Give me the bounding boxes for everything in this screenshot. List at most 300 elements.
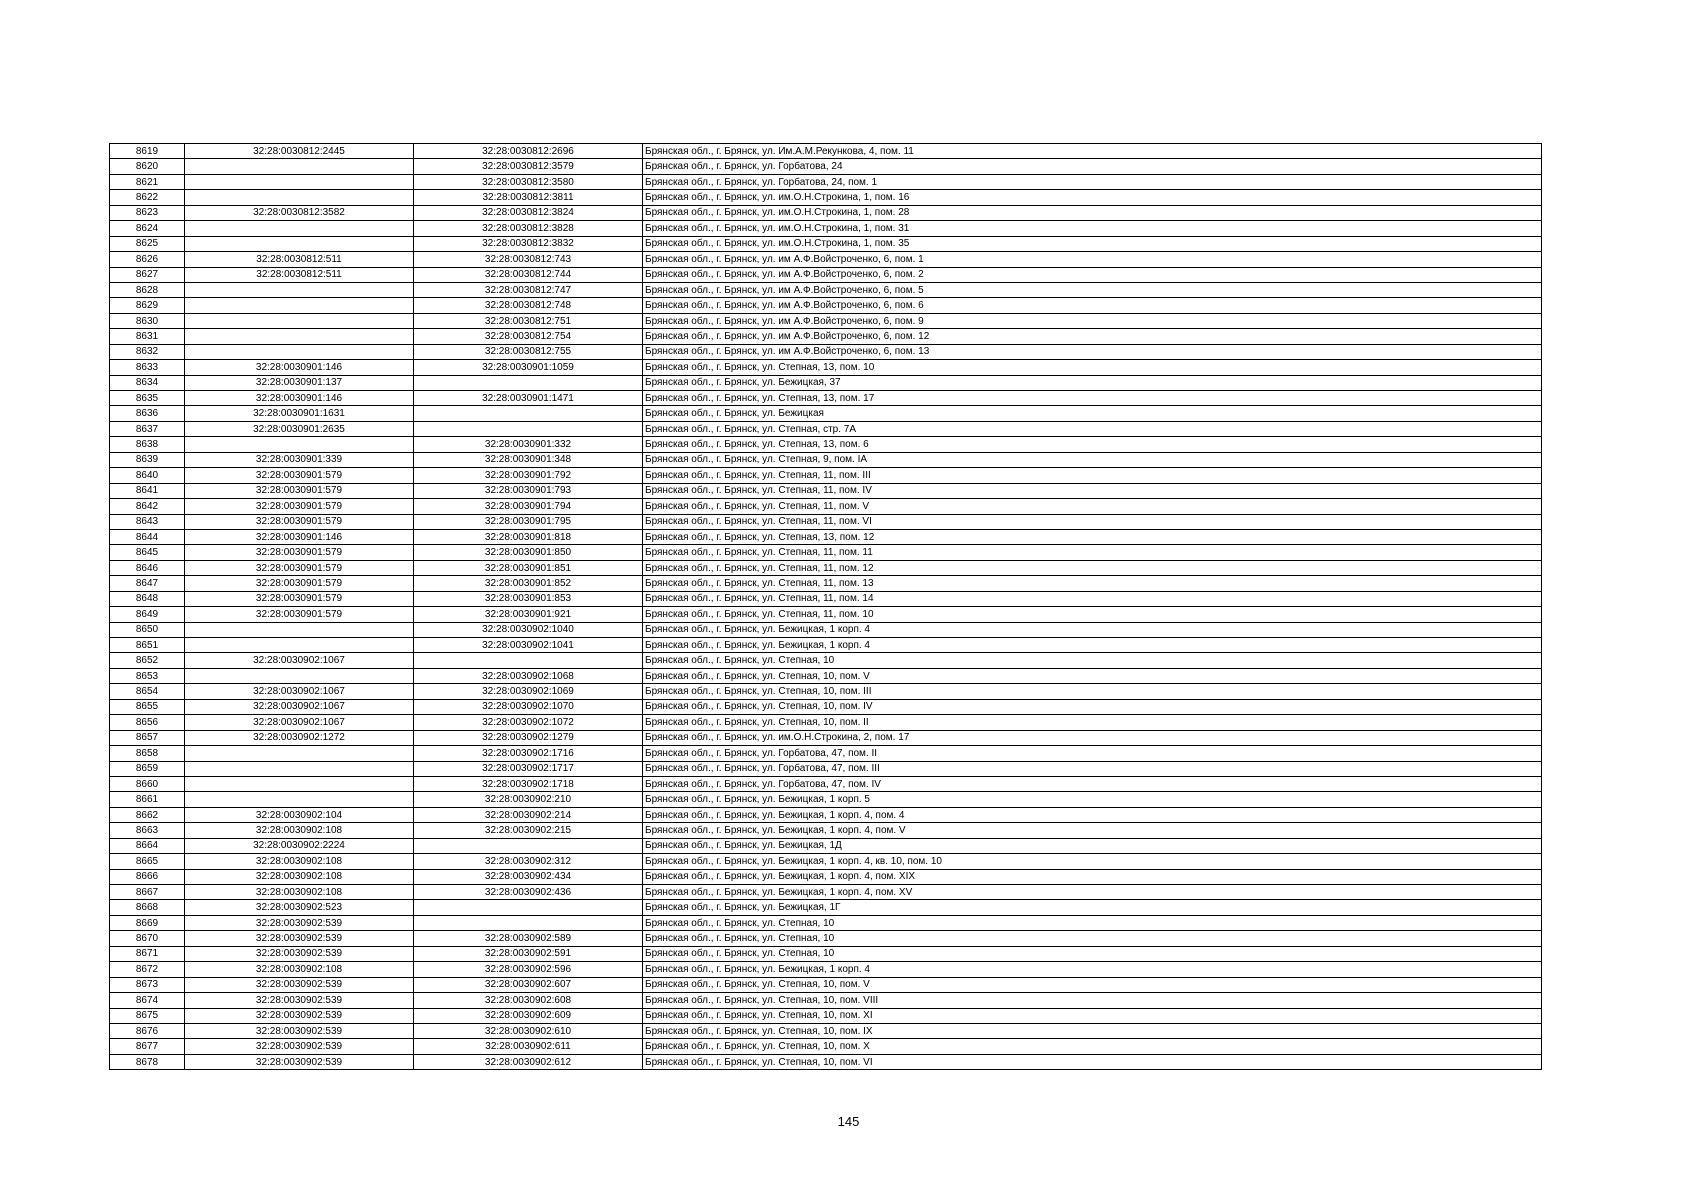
row-number-cell: 8624 [110, 221, 185, 236]
object-cadastral-number-cell: 32:28:0030812:3824 [414, 205, 643, 220]
row-number-cell: 8653 [110, 668, 185, 683]
parent-cadastral-number-cell: 32:28:0030902:1067 [185, 715, 414, 730]
table-row [110, 499, 1542, 514]
object-cadastral-number-cell: 32:28:0030812:3811 [414, 190, 643, 205]
object-cadastral-number-cell: 32:28:0030902:610 [414, 1023, 643, 1038]
object-cadastral-number-cell: 32:28:0030901:818 [414, 529, 643, 544]
address-cell: Брянская обл., г. Брянск, ул. Бежицкая, 1 корп. 4, пом. XV [643, 885, 1542, 900]
object-cadastral-number-cell: 32:28:0030902:436 [414, 885, 643, 900]
row-number-cell: 8673 [110, 977, 185, 992]
address-cell: Брянская обл., г. Брянск, ул. им А.Ф.Войстроченко, 6, пом. 12 [643, 329, 1542, 344]
parent-cadastral-number-cell: 32:28:0030812:3582 [185, 205, 414, 220]
address-cell: Брянская обл., г. Брянск, ул. Степная, 10, пом. VIII [643, 993, 1542, 1008]
object-cadastral-number-cell: 32:28:0030812:3580 [414, 174, 643, 189]
address-cell: Брянская обл., г. Брянск, ул. Бежицкая, 1 корп. 4, кв. 10, пом. 10 [643, 854, 1542, 869]
address-cell: Брянская обл., г. Брянск, ул. им А.Ф.Войстроченко, 6, пом. 9 [643, 313, 1542, 328]
parent-cadastral-number-cell: 32:28:0030902:1067 [185, 653, 414, 668]
page-number: 145 [837, 1114, 860, 1129]
registry-table-body [110, 144, 1542, 1070]
object-cadastral-number-cell: 32:28:0030901:851 [414, 560, 643, 575]
parent-cadastral-number-cell: 32:28:0030901:579 [185, 514, 414, 529]
parent-cadastral-number-cell: 32:28:0030902:108 [185, 854, 414, 869]
row-number-cell: 8662 [110, 807, 185, 822]
table-row [110, 1008, 1542, 1023]
row-number-cell: 8637 [110, 421, 185, 436]
table-row [110, 144, 1542, 159]
address-cell: Брянская обл., г. Брянск, ул. Степная, 13, пом. 6 [643, 437, 1542, 452]
object-cadastral-number-cell: 32:28:0030902:1717 [414, 761, 643, 776]
table-row [110, 360, 1542, 375]
address-cell: Брянская обл., г. Брянск, ул. Степная, 11, пом. IV [643, 483, 1542, 498]
object-cadastral-number-cell: 32:28:0030812:744 [414, 267, 643, 282]
row-number-cell: 8665 [110, 854, 185, 869]
parent-cadastral-number-cell: 32:28:0030902:539 [185, 1039, 414, 1054]
row-number-cell: 8623 [110, 205, 185, 220]
parent-cadastral-number-cell: 32:28:0030901:2635 [185, 421, 414, 436]
table-row [110, 375, 1542, 390]
table-row [110, 174, 1542, 189]
parent-cadastral-number-cell [185, 329, 414, 344]
parent-cadastral-number-cell: 32:28:0030902:1272 [185, 730, 414, 745]
parent-cadastral-number-cell: 32:28:0030901:579 [185, 483, 414, 498]
address-cell: Брянская обл., г. Брянск, ул. Степная, 10 [643, 915, 1542, 930]
address-cell: Брянская обл., г. Брянск, ул. Степная, 9, пом. IА [643, 452, 1542, 467]
address-cell: Брянская обл., г. Брянск, ул. Степная, 10, пом. IX [643, 1023, 1542, 1038]
object-cadastral-number-cell [414, 421, 643, 436]
parent-cadastral-number-cell: 32:28:0030812:2445 [185, 144, 414, 159]
address-cell: Брянская обл., г. Брянск, ул. Степная, 11, пом. 12 [643, 560, 1542, 575]
row-number-cell: 8649 [110, 607, 185, 622]
table-row [110, 684, 1542, 699]
table-row [110, 576, 1542, 591]
table-row [110, 483, 1542, 498]
address-cell: Брянская обл., г. Брянск, ул. Степная, 10 [643, 946, 1542, 961]
parent-cadastral-number-cell [185, 313, 414, 328]
parent-cadastral-number-cell: 32:28:0030901:137 [185, 375, 414, 390]
parent-cadastral-number-cell [185, 776, 414, 791]
address-cell: Брянская обл., г. Брянск, ул. им.О.Н.Строкина, 1, пом. 16 [643, 190, 1542, 205]
table-row [110, 668, 1542, 683]
object-cadastral-number-cell: 32:28:0030812:2696 [414, 144, 643, 159]
row-number-cell: 8661 [110, 792, 185, 807]
object-cadastral-number-cell: 32:28:0030901:792 [414, 468, 643, 483]
table-row [110, 545, 1542, 560]
table-row [110, 730, 1542, 745]
row-number-cell: 8652 [110, 653, 185, 668]
object-cadastral-number-cell: 32:28:0030902:1279 [414, 730, 643, 745]
address-cell: Брянская обл., г. Брянск, ул. Степная, 11, пом. 14 [643, 591, 1542, 606]
parent-cadastral-number-cell: 32:28:0030902:523 [185, 900, 414, 915]
row-number-cell: 8667 [110, 885, 185, 900]
object-cadastral-number-cell: 32:28:0030901:853 [414, 591, 643, 606]
parent-cadastral-number-cell [185, 221, 414, 236]
object-cadastral-number-cell: 32:28:0030902:607 [414, 977, 643, 992]
row-number-cell: 8620 [110, 159, 185, 174]
address-cell: Брянская обл., г. Брянск, ул. Бежицкая, 1 корп. 4, пом. XIX [643, 869, 1542, 884]
row-number-cell: 8678 [110, 1054, 185, 1069]
parent-cadastral-number-cell: 32:28:0030902:108 [185, 869, 414, 884]
object-cadastral-number-cell: 32:28:0030902:210 [414, 792, 643, 807]
row-number-cell: 8622 [110, 190, 185, 205]
parent-cadastral-number-cell: 32:28:0030901:579 [185, 560, 414, 575]
row-number-cell: 8633 [110, 360, 185, 375]
object-cadastral-number-cell: 32:28:0030901:921 [414, 607, 643, 622]
object-cadastral-number-cell: 32:28:0030902:1040 [414, 622, 643, 637]
object-cadastral-number-cell: 32:28:0030902:1041 [414, 638, 643, 653]
row-number-cell: 8636 [110, 406, 185, 421]
object-cadastral-number-cell: 32:28:0030901:794 [414, 499, 643, 514]
parent-cadastral-number-cell: 32:28:0030902:539 [185, 931, 414, 946]
object-cadastral-number-cell: 32:28:0030901:852 [414, 576, 643, 591]
row-number-cell: 8658 [110, 746, 185, 761]
table-row [110, 653, 1542, 668]
row-number-cell: 8676 [110, 1023, 185, 1038]
object-cadastral-number-cell [414, 653, 643, 668]
parent-cadastral-number-cell: 32:28:0030901:579 [185, 468, 414, 483]
table-row [110, 746, 1542, 761]
address-cell: Брянская обл., г. Брянск, ул. Горбатова, 24 [643, 159, 1542, 174]
parent-cadastral-number-cell [185, 190, 414, 205]
row-number-cell: 8668 [110, 900, 185, 915]
table-row [110, 823, 1542, 838]
address-cell: Брянская обл., г. Брянск, ул. им.О.Н.Строкина, 2, пом. 17 [643, 730, 1542, 745]
row-number-cell: 8629 [110, 298, 185, 313]
row-number-cell: 8655 [110, 699, 185, 714]
row-number-cell: 8626 [110, 252, 185, 267]
row-number-cell: 8642 [110, 499, 185, 514]
object-cadastral-number-cell: 32:28:0030902:434 [414, 869, 643, 884]
table-row [110, 915, 1542, 930]
address-cell: Брянская обл., г. Брянск, ул. Бежицкая [643, 406, 1542, 421]
row-number-cell: 8632 [110, 344, 185, 359]
row-number-cell: 8625 [110, 236, 185, 251]
object-cadastral-number-cell: 32:28:0030901:348 [414, 452, 643, 467]
parent-cadastral-number-cell [185, 344, 414, 359]
object-cadastral-number-cell [414, 838, 643, 853]
parent-cadastral-number-cell [185, 159, 414, 174]
object-cadastral-number-cell: 32:28:0030902:612 [414, 1054, 643, 1069]
table-row [110, 313, 1542, 328]
address-cell: Брянская обл., г. Брянск, ул. им А.Ф.Войстроченко, 6, пом. 1 [643, 252, 1542, 267]
object-cadastral-number-cell: 32:28:0030812:3832 [414, 236, 643, 251]
table-row [110, 391, 1542, 406]
row-number-cell: 8639 [110, 452, 185, 467]
registry-table [109, 143, 1542, 1070]
table-row [110, 699, 1542, 714]
address-cell: Брянская обл., г. Брянск, ул. Степная, 10, пом. V [643, 977, 1542, 992]
address-cell: Брянская обл., г. Брянск, ул. им.О.Н.Строкина, 1, пом. 28 [643, 205, 1542, 220]
address-cell: Брянская обл., г. Брянск, ул. Горбатова, 47, пом. III [643, 761, 1542, 776]
table-row [110, 529, 1542, 544]
row-number-cell: 8631 [110, 329, 185, 344]
object-cadastral-number-cell: 32:28:0030902:1716 [414, 746, 643, 761]
table-row [110, 252, 1542, 267]
table-row [110, 761, 1542, 776]
table-row [110, 221, 1542, 236]
table-row [110, 344, 1542, 359]
table-row [110, 329, 1542, 344]
address-cell: Брянская обл., г. Брянск, ул. Степная, 10, пом. II [643, 715, 1542, 730]
address-cell: Брянская обл., г. Брянск, ул. Бежицкая, 1Г [643, 900, 1542, 915]
parent-cadastral-number-cell: 32:28:0030902:108 [185, 823, 414, 838]
table-row [110, 190, 1542, 205]
object-cadastral-number-cell: 32:28:0030901:332 [414, 437, 643, 452]
table-row [110, 792, 1542, 807]
parent-cadastral-number-cell [185, 236, 414, 251]
parent-cadastral-number-cell: 32:28:0030902:108 [185, 885, 414, 900]
object-cadastral-number-cell: 32:28:0030902:215 [414, 823, 643, 838]
parent-cadastral-number-cell: 32:28:0030902:2224 [185, 838, 414, 853]
address-cell: Брянская обл., г. Брянск, ул. им.О.Н.Строкина, 1, пом. 35 [643, 236, 1542, 251]
parent-cadastral-number-cell: 32:28:0030902:539 [185, 977, 414, 992]
object-cadastral-number-cell [414, 915, 643, 930]
table-row [110, 298, 1542, 313]
table-row [110, 946, 1542, 961]
object-cadastral-number-cell: 32:28:0030902:596 [414, 962, 643, 977]
row-number-cell: 8641 [110, 483, 185, 498]
object-cadastral-number-cell: 32:28:0030902:609 [414, 1008, 643, 1023]
row-number-cell: 8634 [110, 375, 185, 390]
object-cadastral-number-cell: 32:28:0030812:747 [414, 282, 643, 297]
row-number-cell: 8644 [110, 529, 185, 544]
table-row [110, 1054, 1542, 1069]
row-number-cell: 8640 [110, 468, 185, 483]
parent-cadastral-number-cell: 32:28:0030901:146 [185, 529, 414, 544]
table-row [110, 885, 1542, 900]
parent-cadastral-number-cell [185, 622, 414, 637]
row-number-cell: 8657 [110, 730, 185, 745]
row-number-cell: 8664 [110, 838, 185, 853]
parent-cadastral-number-cell: 32:28:0030812:511 [185, 267, 414, 282]
row-number-cell: 8647 [110, 576, 185, 591]
address-cell: Брянская обл., г. Брянск, ул. Степная, 10 [643, 653, 1542, 668]
address-cell: Брянская обл., г. Брянск, ул. Бежицкая, 1 корп. 5 [643, 792, 1542, 807]
row-number-cell: 8619 [110, 144, 185, 159]
address-cell: Брянская обл., г. Брянск, ул. Степная, 13, пом. 17 [643, 391, 1542, 406]
address-cell: Брянская обл., г. Брянск, ул. Бежицкая, 37 [643, 375, 1542, 390]
table-row [110, 776, 1542, 791]
parent-cadastral-number-cell [185, 761, 414, 776]
parent-cadastral-number-cell: 32:28:0030901:146 [185, 391, 414, 406]
address-cell: Брянская обл., г. Брянск, ул. Степная, 11, пом. 13 [643, 576, 1542, 591]
row-number-cell: 8630 [110, 313, 185, 328]
row-number-cell: 8654 [110, 684, 185, 699]
object-cadastral-number-cell: 32:28:0030902:589 [414, 931, 643, 946]
object-cadastral-number-cell: 32:28:0030902:214 [414, 807, 643, 822]
parent-cadastral-number-cell: 32:28:0030902:539 [185, 946, 414, 961]
row-number-cell: 8646 [110, 560, 185, 575]
row-number-cell: 8670 [110, 931, 185, 946]
address-cell: Брянская обл., г. Брянск, ул. Степная, 13, пом. 12 [643, 529, 1542, 544]
object-cadastral-number-cell: 32:28:0030902:1718 [414, 776, 643, 791]
table-row [110, 437, 1542, 452]
address-cell: Брянская обл., г. Брянск, ул. Степная, 10, пом. IV [643, 699, 1542, 714]
object-cadastral-number-cell: 32:28:0030902:591 [414, 946, 643, 961]
address-cell: Брянская обл., г. Брянск, ул. Бежицкая, 1 корп. 4, пом. V [643, 823, 1542, 838]
table-row [110, 452, 1542, 467]
table-row [110, 591, 1542, 606]
parent-cadastral-number-cell: 32:28:0030812:511 [185, 252, 414, 267]
object-cadastral-number-cell: 32:28:0030812:3828 [414, 221, 643, 236]
address-cell: Брянская обл., г. Брянск, ул. Горбатова, 47, пом. II [643, 746, 1542, 761]
parent-cadastral-number-cell: 32:28:0030902:539 [185, 993, 414, 1008]
object-cadastral-number-cell: 32:28:0030902:1072 [414, 715, 643, 730]
table-row [110, 267, 1542, 282]
row-number-cell: 8650 [110, 622, 185, 637]
table-row [110, 622, 1542, 637]
address-cell: Брянская обл., г. Брянск, ул. им А.Ф.Войстроченко, 6, пом. 2 [643, 267, 1542, 282]
parent-cadastral-number-cell: 32:28:0030901:579 [185, 545, 414, 560]
row-number-cell: 8651 [110, 638, 185, 653]
address-cell: Брянская обл., г. Брянск, ул. Степная, 10, пом. III [643, 684, 1542, 699]
row-number-cell: 8660 [110, 776, 185, 791]
address-cell: Брянская обл., г. Брянск, ул. Степная, 13, пом. 10 [643, 360, 1542, 375]
table-row [110, 977, 1542, 992]
object-cadastral-number-cell: 32:28:0030901:850 [414, 545, 643, 560]
object-cadastral-number-cell: 32:28:0030901:795 [414, 514, 643, 529]
address-cell: Брянская обл., г. Брянск, ул. Степная, 11, пом. 10 [643, 607, 1542, 622]
row-number-cell: 8648 [110, 591, 185, 606]
address-cell: Брянская обл., г. Брянск, ул. Степная, 10, пом. X [643, 1039, 1542, 1054]
address-cell: Брянская обл., г. Брянск, ул. Степная, 11, пом. 11 [643, 545, 1542, 560]
parent-cadastral-number-cell: 32:28:0030901:579 [185, 591, 414, 606]
address-cell: Брянская обл., г. Брянск, ул. Бежицкая, 1Д [643, 838, 1542, 853]
table-row [110, 993, 1542, 1008]
object-cadastral-number-cell: 32:28:0030812:755 [414, 344, 643, 359]
row-number-cell: 8674 [110, 993, 185, 1008]
object-cadastral-number-cell: 32:28:0030901:1471 [414, 391, 643, 406]
object-cadastral-number-cell: 32:28:0030812:748 [414, 298, 643, 313]
parent-cadastral-number-cell [185, 638, 414, 653]
object-cadastral-number-cell: 32:28:0030902:1070 [414, 699, 643, 714]
row-number-cell: 8671 [110, 946, 185, 961]
row-number-cell: 8635 [110, 391, 185, 406]
address-cell: Брянская обл., г. Брянск, ул. Степная, 11, пом. III [643, 468, 1542, 483]
object-cadastral-number-cell: 32:28:0030812:3579 [414, 159, 643, 174]
parent-cadastral-number-cell [185, 298, 414, 313]
address-cell: Брянская обл., г. Брянск, ул. Степная, 10 [643, 931, 1542, 946]
row-number-cell: 8663 [110, 823, 185, 838]
address-cell: Брянская обл., г. Брянск, ул. Степная, 10, пом. VI [643, 1054, 1542, 1069]
address-cell: Брянская обл., г. Брянск, ул. Степная, 10, пом. V [643, 668, 1542, 683]
parent-cadastral-number-cell: 32:28:0030902:108 [185, 962, 414, 977]
address-cell: Брянская обл., г. Брянск, ул. Горбатова, 24, пом. 1 [643, 174, 1542, 189]
object-cadastral-number-cell: 32:28:0030812:754 [414, 329, 643, 344]
object-cadastral-number-cell [414, 375, 643, 390]
address-cell: Брянская обл., г. Брянск, ул. Степная, 11, пом. V [643, 499, 1542, 514]
table-row [110, 715, 1542, 730]
table-row [110, 638, 1542, 653]
parent-cadastral-number-cell: 32:28:0030902:539 [185, 915, 414, 930]
table-row [110, 854, 1542, 869]
object-cadastral-number-cell: 32:28:0030902:611 [414, 1039, 643, 1054]
object-cadastral-number-cell: 32:28:0030812:743 [414, 252, 643, 267]
table-row [110, 159, 1542, 174]
table-row [110, 514, 1542, 529]
parent-cadastral-number-cell: 32:28:0030901:1631 [185, 406, 414, 421]
row-number-cell: 8672 [110, 962, 185, 977]
row-number-cell: 8675 [110, 1008, 185, 1023]
row-number-cell: 8643 [110, 514, 185, 529]
table-row [110, 236, 1542, 251]
row-number-cell: 8669 [110, 915, 185, 930]
table-row [110, 282, 1542, 297]
parent-cadastral-number-cell: 32:28:0030902:1067 [185, 699, 414, 714]
parent-cadastral-number-cell [185, 792, 414, 807]
address-cell: Брянская обл., г. Брянск, ул. им А.Ф.Войстроченко, 6, пом. 5 [643, 282, 1542, 297]
object-cadastral-number-cell [414, 900, 643, 915]
address-cell: Брянская обл., г. Брянск, ул. Бежицкая, 1 корп. 4 [643, 622, 1542, 637]
object-cadastral-number-cell: 32:28:0030902:1068 [414, 668, 643, 683]
address-cell: Брянская обл., г. Брянск, ул. Бежицкая, 1 корп. 4 [643, 962, 1542, 977]
parent-cadastral-number-cell: 32:28:0030901:146 [185, 360, 414, 375]
row-number-cell: 8677 [110, 1039, 185, 1054]
parent-cadastral-number-cell [185, 282, 414, 297]
parent-cadastral-number-cell: 32:28:0030902:1067 [185, 684, 414, 699]
parent-cadastral-number-cell [185, 174, 414, 189]
address-cell: Брянская обл., г. Брянск, ул. им.О.Н.Строкина, 1, пом. 31 [643, 221, 1542, 236]
row-number-cell: 8621 [110, 174, 185, 189]
table-row [110, 560, 1542, 575]
parent-cadastral-number-cell: 32:28:0030902:539 [185, 1023, 414, 1038]
row-number-cell: 8627 [110, 267, 185, 282]
row-number-cell: 8645 [110, 545, 185, 560]
object-cadastral-number-cell: 32:28:0030902:1069 [414, 684, 643, 699]
table-row [110, 468, 1542, 483]
address-cell: Брянская обл., г. Брянск, ул. им А.Ф.Войстроченко, 6, пом. 6 [643, 298, 1542, 313]
object-cadastral-number-cell: 32:28:0030902:608 [414, 993, 643, 1008]
table-row [110, 1039, 1542, 1054]
table-row [110, 869, 1542, 884]
parent-cadastral-number-cell: 32:28:0030901:579 [185, 607, 414, 622]
parent-cadastral-number-cell: 32:28:0030902:104 [185, 807, 414, 822]
table-row [110, 962, 1542, 977]
parent-cadastral-number-cell: 32:28:0030901:579 [185, 499, 414, 514]
object-cadastral-number-cell: 32:28:0030812:751 [414, 313, 643, 328]
table-row [110, 900, 1542, 915]
address-cell: Брянская обл., г. Брянск, ул. Степная, 10, пом. XI [643, 1008, 1542, 1023]
table-row [110, 1023, 1542, 1038]
parent-cadastral-number-cell: 32:28:0030902:539 [185, 1008, 414, 1023]
table-row [110, 807, 1542, 822]
parent-cadastral-number-cell [185, 746, 414, 761]
address-cell: Брянская обл., г. Брянск, ул. Горбатова, 47, пом. IV [643, 776, 1542, 791]
table-row [110, 838, 1542, 853]
address-cell: Брянская обл., г. Брянск, ул. Степная, стр. 7А [643, 421, 1542, 436]
row-number-cell: 8666 [110, 869, 185, 884]
table-row [110, 931, 1542, 946]
parent-cadastral-number-cell: 32:28:0030901:579 [185, 576, 414, 591]
object-cadastral-number-cell: 32:28:0030901:1059 [414, 360, 643, 375]
address-cell: Брянская обл., г. Брянск, ул. Им.А.М.Рекункова, 4, пом. 11 [643, 144, 1542, 159]
object-cadastral-number-cell [414, 406, 643, 421]
row-number-cell: 8638 [110, 437, 185, 452]
parent-cadastral-number-cell [185, 668, 414, 683]
parent-cadastral-number-cell [185, 437, 414, 452]
object-cadastral-number-cell: 32:28:0030901:793 [414, 483, 643, 498]
row-number-cell: 8628 [110, 282, 185, 297]
parent-cadastral-number-cell: 32:28:0030901:339 [185, 452, 414, 467]
table-row [110, 421, 1542, 436]
row-number-cell: 8656 [110, 715, 185, 730]
row-number-cell: 8659 [110, 761, 185, 776]
address-cell: Брянская обл., г. Брянск, ул. им А.Ф.Войстроченко, 6, пом. 13 [643, 344, 1542, 359]
table-row [110, 406, 1542, 421]
address-cell: Брянская обл., г. Брянск, ул. Бежицкая, 1 корп. 4 [643, 638, 1542, 653]
address-cell: Брянская обл., г. Брянск, ул. Степная, 11, пом. VI [643, 514, 1542, 529]
table-row [110, 205, 1542, 220]
table-row [110, 607, 1542, 622]
